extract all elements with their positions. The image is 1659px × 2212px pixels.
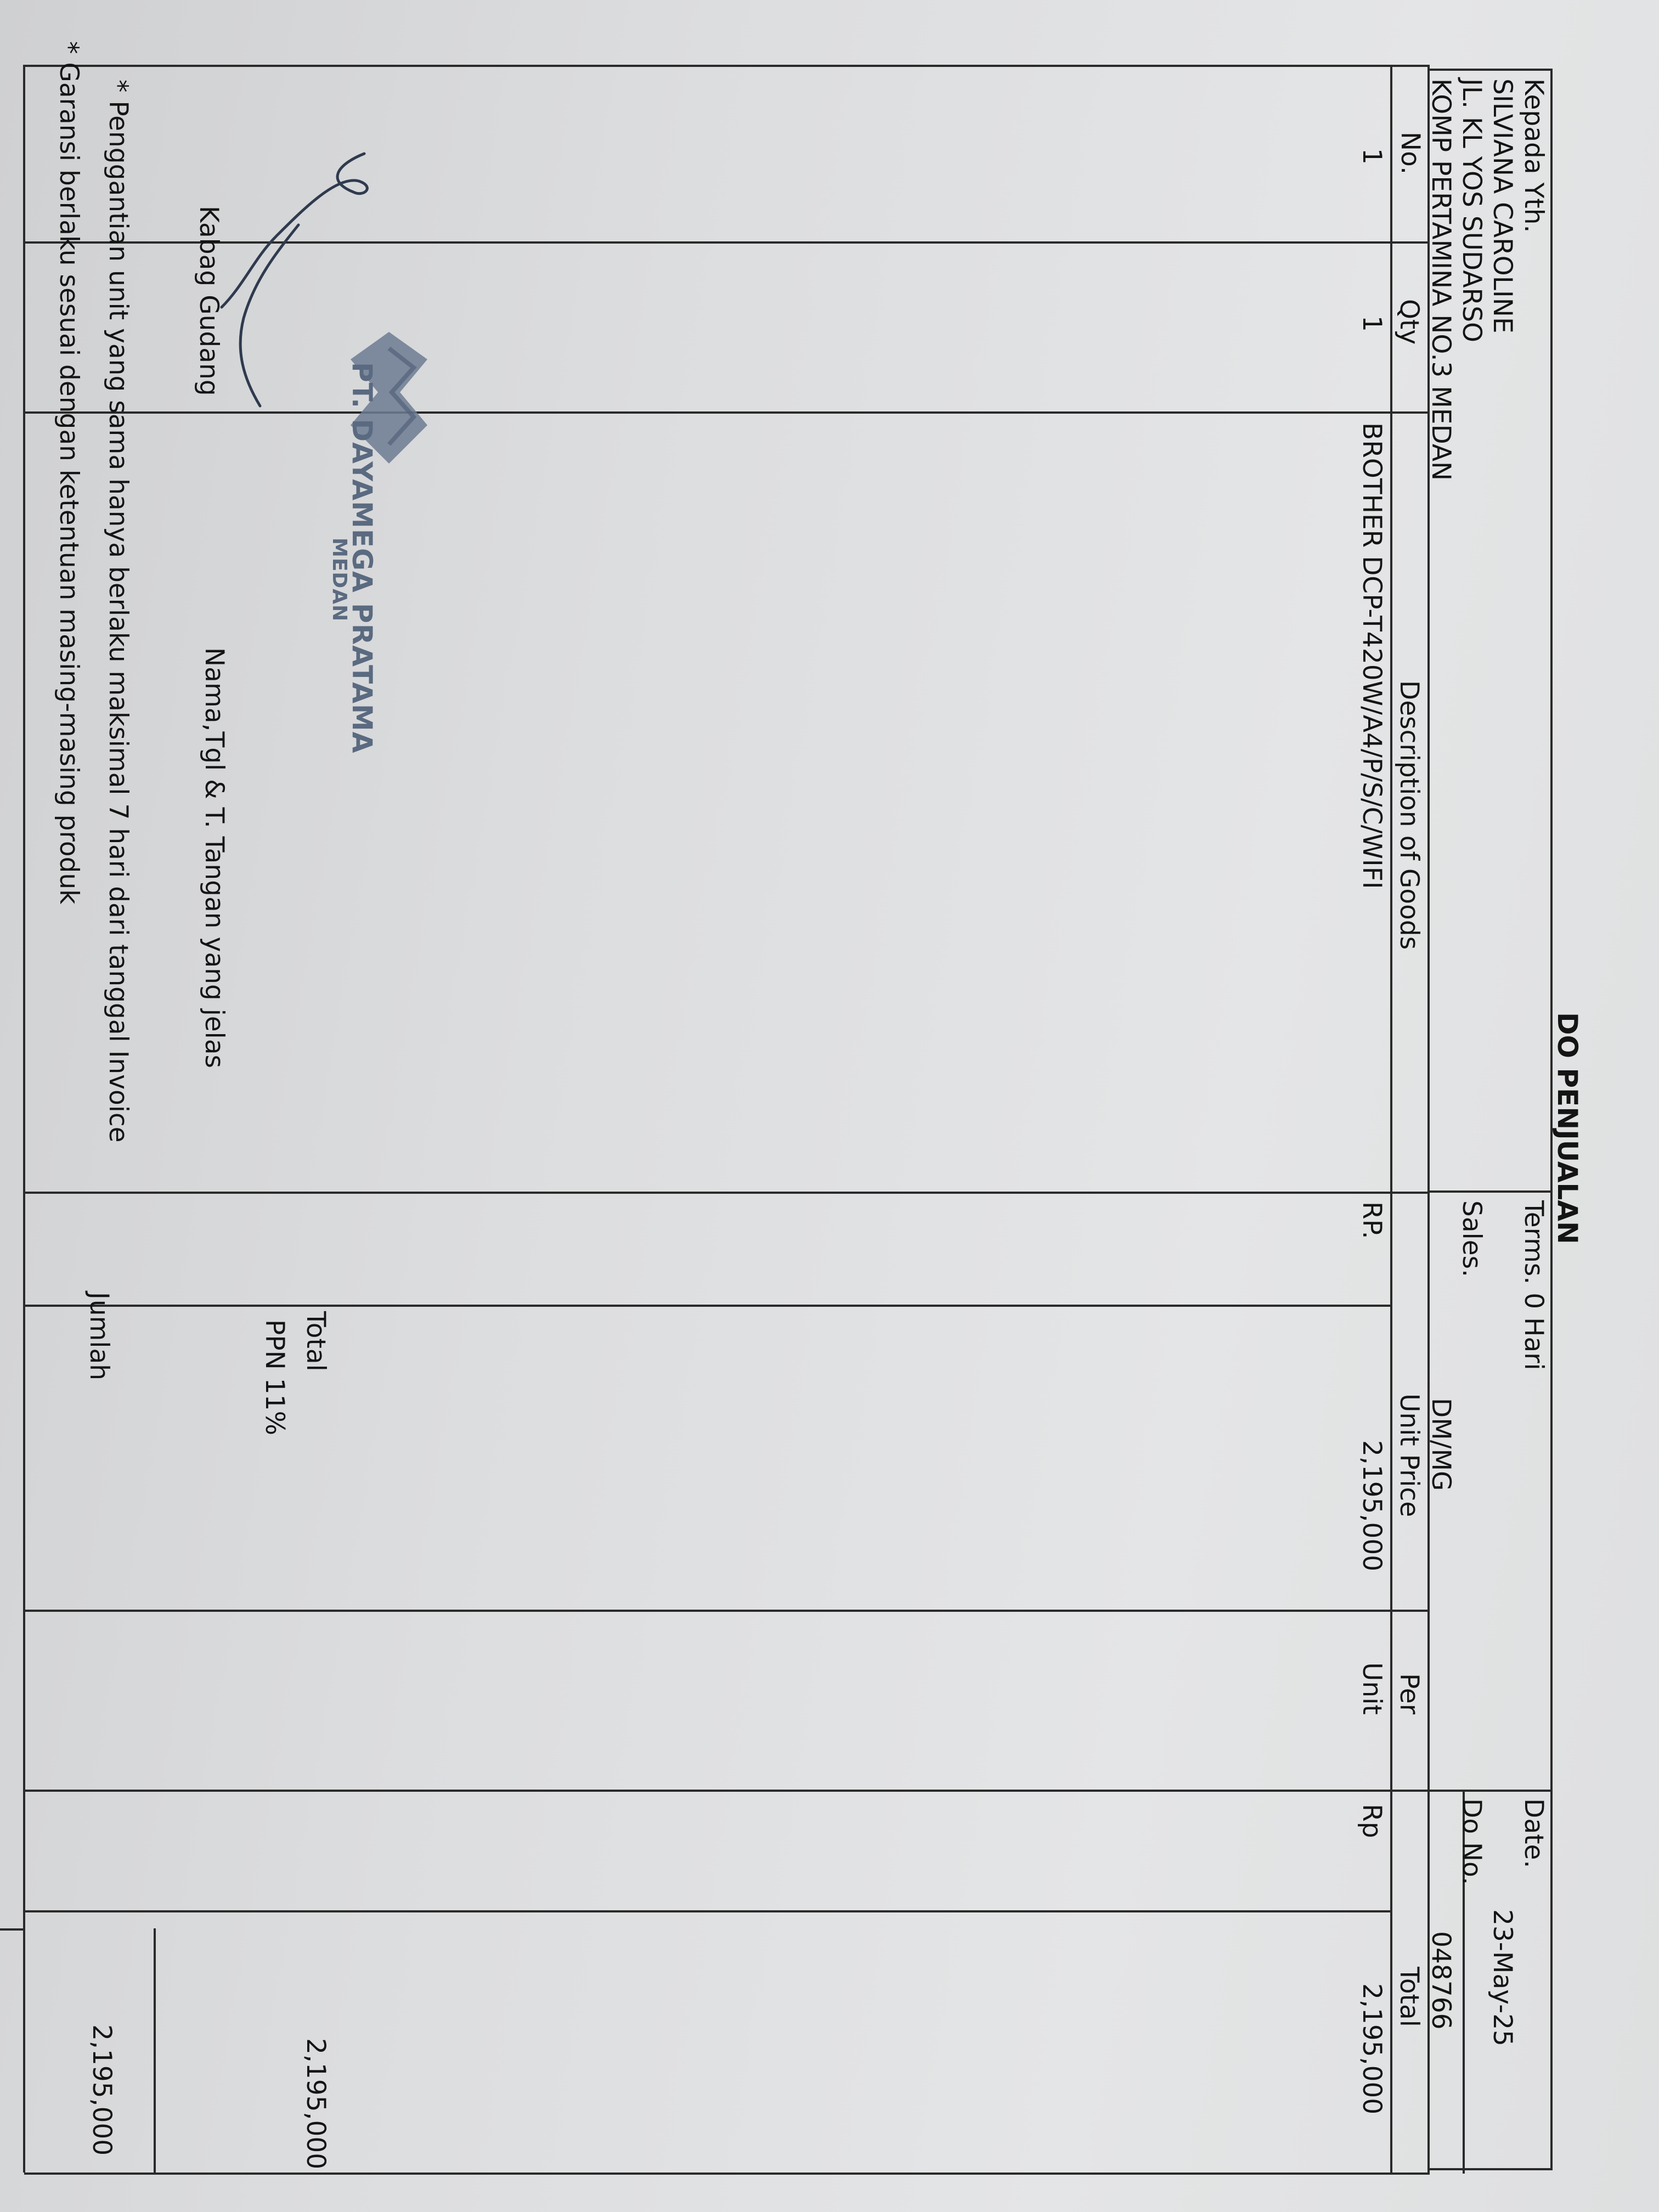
sales-code: DM/MG	[1426, 1398, 1456, 1491]
recipient-name: SILVIANA CAROLINE	[1487, 78, 1517, 334]
handwritten-signature-icon	[200, 143, 386, 428]
row-description: BROTHER DCP-T420W/A4/P/S/C/WIFI	[1357, 422, 1387, 889]
kabag-gudang-label: Kabag Gudang	[194, 206, 224, 396]
recipient-label: Kepada Yth.	[1519, 78, 1549, 233]
row-qty: 1	[1357, 315, 1387, 332]
col-divider-total-currency	[24, 1910, 1392, 1912]
row-no: 1	[1357, 148, 1387, 165]
company-name: PT. DAYAMEGA PRATAMA	[346, 362, 378, 754]
ppn-label: PPN 11%	[259, 1319, 290, 1436]
header-mid-border	[1429, 1190, 1553, 1193]
row-per: Unit	[1357, 1662, 1387, 1715]
document-title: DO PENJUALAN	[1551, 1012, 1583, 1244]
recipient-address-line1: JL. KL YOS SUDARSO	[1457, 78, 1487, 343]
col-header-per: Per	[1394, 1673, 1424, 1714]
col-header-description: Description of Goods	[1394, 680, 1424, 950]
date-label: Date.	[1519, 1798, 1549, 1869]
company-city: MEDAN	[328, 538, 351, 622]
recipient-address-line2: KOMP PERTAMINA NO.3 MEDAN	[1426, 78, 1456, 481]
header-top-border	[1550, 69, 1553, 2170]
terms-text: Terms. 0 Hari	[1519, 1200, 1549, 1370]
column-header-bottom-border	[1390, 66, 1392, 2172]
header-date-border	[1429, 1790, 1553, 1792]
total-value: 2,195,000	[301, 2038, 331, 2170]
col-divider-currency	[24, 1305, 1392, 1307]
col-header-no: No.	[1395, 132, 1425, 175]
note-warranty: * Garansi berlaku sesuai dengan ketentuan masing-masing produk	[54, 41, 84, 905]
total-label: Total	[301, 1311, 331, 1372]
note-replacement: * Penggantian unit yang sama hanya berlaku maksimal 7 hari dari tanggal Invoice	[103, 80, 133, 1143]
col-divider-desc-price	[24, 1192, 1430, 1194]
row-currency: RP.	[1357, 1201, 1387, 1239]
table-body-bottom-border	[23, 65, 25, 2172]
do-number-label: Do No.	[1457, 1798, 1487, 1885]
col-header-qty: Qty	[1394, 299, 1424, 345]
summary-top-border	[154, 1928, 156, 2172]
row-unit-price: 2,195,000	[1357, 1440, 1387, 1572]
sales-label: Sales.	[1457, 1200, 1487, 1278]
do-number-value: 048766	[1426, 1931, 1456, 2030]
header-left-border	[1429, 69, 1553, 71]
summary-jumlah-divider	[0, 1928, 25, 1931]
table-left-border	[24, 65, 1430, 67]
col-divider-per-total	[24, 1790, 1430, 1792]
table-right-border	[24, 2172, 1430, 2175]
header-right-border	[1429, 2168, 1553, 2170]
row-total: 2,195,000	[1357, 1983, 1387, 2115]
col-header-unit-price: Unit Price	[1394, 1393, 1424, 1517]
jumlah-label: Jumlah	[84, 1292, 114, 1381]
signature-instruction: Nama,Tgl & T. Tangan yang jelas	[199, 647, 229, 1069]
col-header-total: Total	[1394, 1967, 1424, 2027]
row-total-currency: Rp	[1357, 1804, 1387, 1838]
date-value: 23-May-25	[1487, 1909, 1517, 2046]
col-divider-price-per	[24, 1610, 1430, 1612]
jumlah-value: 2,195,000	[87, 2024, 117, 2156]
